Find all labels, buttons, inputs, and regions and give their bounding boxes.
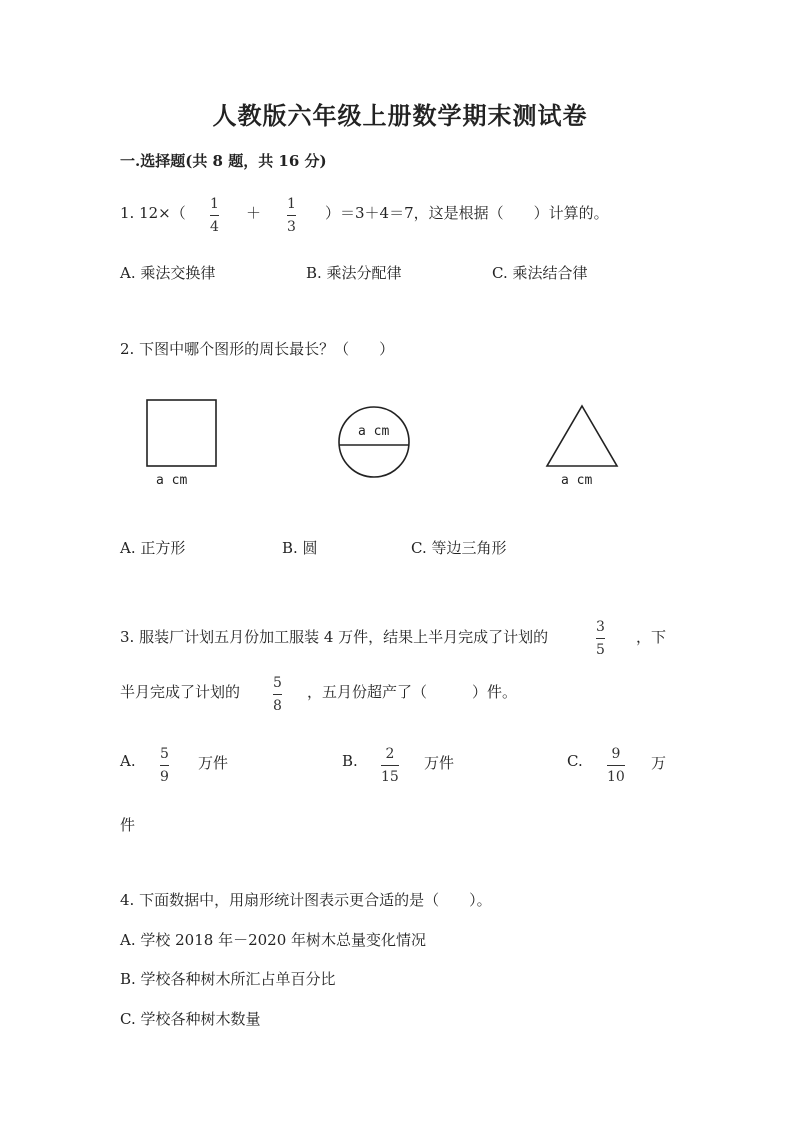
- q4-text: 4. 下面数据中，用扇形统计图表示更合适的是（ ）。: [120, 891, 492, 909]
- q3-optc-num: 9: [611, 746, 621, 762]
- q3-fraction-1: [596, 619, 605, 658]
- q3-opta-den: 9: [160, 769, 169, 785]
- circle-figure: [332, 400, 416, 484]
- q1-fraction-a: [210, 196, 219, 235]
- q1-frac-b-den: 3: [287, 219, 296, 235]
- q1-suffix: ）＝3＋4＝7，这是根据（ ）计算的。: [325, 204, 609, 222]
- page-title: 人教版六年级上册数学期末测试卷: [212, 101, 588, 130]
- q3-line1: 3. 服装厂计划五月份加工服装 4 万件，结果上半月完成了计划的: [120, 628, 549, 646]
- q2-option-a[interactable]: A. 正方形: [120, 539, 186, 557]
- q3-optc-den: 10: [607, 769, 625, 785]
- q3-option-b-unit: 万件: [424, 754, 455, 772]
- triangle-figure: [540, 400, 624, 472]
- q3-frac2-den: 8: [273, 698, 282, 714]
- square-side-label: a cm: [156, 473, 188, 488]
- q3-frac2-num: 5: [273, 675, 282, 691]
- q3-option-b-label[interactable]: B.: [342, 752, 358, 770]
- q3-option-a-label[interactable]: A.: [120, 752, 136, 770]
- square-figure: [140, 395, 224, 471]
- q3-optb-num: 2: [385, 746, 395, 762]
- q1-fraction-b: [287, 196, 296, 235]
- q4-option-a[interactable]: A. 学校 2018 年－2020 年树木总量变化情况: [120, 931, 427, 949]
- q4-option-b[interactable]: B. 学校各种树木所汇占单百分比: [120, 970, 336, 988]
- q3-option-a-unit: 万件: [198, 754, 229, 772]
- q3-frac1-den: 5: [596, 642, 605, 658]
- q3-option-c-unit: 万: [651, 754, 667, 772]
- q3-line1-end: ，下: [636, 628, 667, 646]
- q3-opta-num: 5: [160, 746, 169, 762]
- q1-option-a[interactable]: A. 乘法交换律: [120, 264, 216, 282]
- q1-option-b[interactable]: B. 乘法分配律: [306, 264, 402, 282]
- q3-fraction-2: [273, 675, 282, 714]
- q1-frac-b-num: 1: [287, 196, 296, 212]
- q3-option-c-unit-wrap: 件: [120, 816, 136, 834]
- q4-option-c[interactable]: C. 学校各种树木数量: [120, 1010, 261, 1028]
- q3-optb-den: 15: [381, 769, 399, 785]
- triangle-side-label: a cm: [561, 473, 593, 488]
- q1-frac-a-num: 1: [210, 196, 219, 212]
- section-heading: 一.选择题(共 8 题，共 16 分): [120, 152, 327, 170]
- circle-diameter-label: a cm: [358, 424, 390, 439]
- q3-option-a-fraction: [160, 746, 169, 785]
- q3-option-c-fraction: [607, 746, 625, 785]
- q3-line2-start: 半月完成了计划的: [120, 683, 241, 701]
- q3-line2-end: ，五月份超产了（ ）件。: [307, 683, 518, 701]
- q3-option-c-label[interactable]: C.: [567, 752, 583, 770]
- q1-option-c[interactable]: C. 乘法结合律: [492, 264, 588, 282]
- q1-prefix: 1. 12×（: [120, 204, 186, 222]
- q1-frac-a-den: 4: [210, 219, 219, 235]
- q1-plus: ＋: [246, 204, 262, 222]
- q2-option-b[interactable]: B. 圆: [282, 539, 318, 557]
- q2-option-c[interactable]: C. 等边三角形: [411, 539, 507, 557]
- q3-frac1-num: 3: [596, 619, 605, 635]
- q2-text: 2. 下图中哪个图形的周长最长？（ ）: [120, 340, 395, 358]
- q3-option-b-fraction: [381, 746, 399, 785]
